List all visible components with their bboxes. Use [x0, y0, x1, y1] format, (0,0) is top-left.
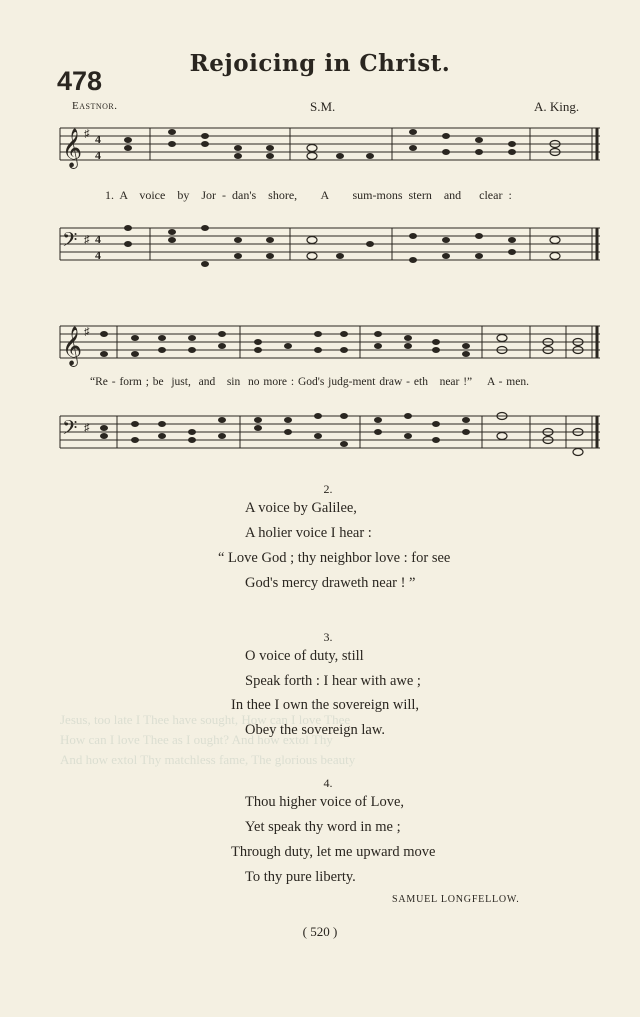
stanza-line: Obey the sovereign law.	[245, 722, 385, 738]
lyrics-line-2: “Re - form ; be just, and sin no more : God's judg-ment draw - eth near !” A - men.	[90, 376, 529, 388]
stanza-line: In thee I own the sovereign will,	[231, 697, 420, 713]
stanza-line: Speak forth : I hear with awe ;	[245, 673, 421, 689]
music-staff-bass-1	[0, 218, 640, 278]
svg-text:4: 4	[95, 132, 101, 146]
stanza-line: A holier voice I hear :	[245, 525, 372, 541]
music-staff-bass-2	[0, 406, 640, 466]
meter: S.M.	[310, 99, 336, 114]
stanza-line: Yet speak thy word in me ;	[245, 819, 401, 835]
svg-text:𝄢: 𝄢	[62, 228, 78, 256]
svg-text:𝄞: 𝄞	[62, 326, 83, 366]
author-credit: SAMUEL LONGFELLOW.	[392, 894, 520, 905]
hymn-title: Rejoicing in Christ.	[189, 50, 451, 77]
svg-text:4: 4	[95, 148, 101, 162]
stanza-line: God's mercy draweth near ! ”	[245, 575, 416, 591]
page-number: ( 520 )	[302, 924, 338, 939]
show-through-text: And how extol Thy matchless fame, The glorious beauty	[60, 752, 356, 767]
svg-text:𝄞: 𝄞	[62, 128, 83, 168]
svg-text:𝄢: 𝄢	[62, 416, 78, 444]
svg-text:♯: ♯	[84, 422, 90, 434]
music-staff-treble-1	[0, 118, 640, 178]
stanza-line: “ Love God ; thy neighbor love : for see	[218, 550, 451, 566]
stanza-line: A voice by Galilee,	[245, 500, 357, 516]
lyrics-line-1: 1. A voice by Jor - dan's shore, A sum-mons stern and clear :	[105, 188, 512, 202]
tune-name: Eastnor.	[72, 100, 118, 112]
show-through-text: How can I love Thee as I ought? And how extol Thy	[60, 732, 333, 747]
svg-text:♯: ♯	[84, 234, 90, 246]
svg-text:♯: ♯	[84, 326, 90, 338]
stanza-number: 4.	[323, 776, 333, 790]
stanza-line: Thou higher voice of Love,	[245, 794, 405, 810]
stanza-number: 2.	[323, 482, 333, 496]
stanza-line: O voice of duty, still	[245, 648, 364, 664]
svg-text:♯: ♯	[84, 128, 90, 140]
hymn-number: 478	[57, 66, 103, 96]
composer: A. King.	[534, 99, 580, 114]
show-through-text: Jesus, too late I Thee have sought, How can I love Thee	[60, 712, 351, 727]
stanza-number: 3.	[323, 630, 333, 644]
svg-text:4: 4	[95, 232, 101, 246]
music-staff-treble-2	[0, 316, 640, 376]
stanza-line: Through duty, let me upward move	[231, 844, 436, 860]
svg-text:4: 4	[95, 248, 101, 262]
stanza-line: To thy pure liberty.	[245, 869, 356, 885]
